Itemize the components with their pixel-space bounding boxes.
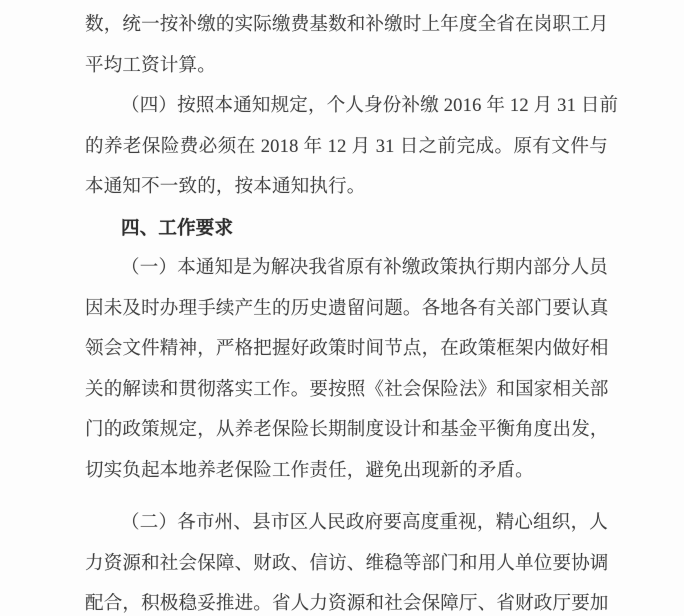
text-line: （一）本通知是为解决我省原有补缴政策执行期内部分人员	[121, 258, 608, 278]
section-heading: 四、工作要求	[121, 216, 234, 238]
text-line: 门的政策规定，从养老保险长期制度设计和基金平衡角度出发，	[85, 420, 609, 440]
text-line: 的养老保险费必须在 2018 年 12 月 31 日之前完成。原有文件与	[85, 136, 608, 157]
text-line: 数，统一按补缴的实际缴费基数和补缴时上年度全省在岗职工月	[85, 15, 609, 35]
document-text-block	[85, 5, 619, 616]
text-line: 力资源和社会保障、财政、信访、维稳等部门和用人单位要协调	[85, 553, 609, 574]
text-line: 本通知不一致的，按本通知执行。	[85, 177, 366, 197]
text-line: （二）各市州、县市区人民政府要高度重视，精心组织，人	[121, 513, 608, 533]
text-line: 因未及时办理手续产生的历史遗留问题。各地各有关部门要认真	[85, 298, 609, 319]
text-line: 关的解读和贯彻落实工作。要按照《社会保险法》和国家相关部	[85, 379, 609, 400]
text-line: （四）按照本通知规定，个人身份补缴 2016 年 12 月 31 日前	[121, 96, 619, 116]
text-line: 配合，积极稳妥推进。省人力资源和社会保障厅、省财政厅要加	[85, 594, 609, 614]
text-line: 切实负起本地养老保险工作责任，避免出现新的矛盾。	[85, 460, 534, 481]
text-line: 平均工资计算。	[85, 55, 216, 76]
text-line: 领会文件精神，严格把握好政策时间节点，在政策框架内做好相	[85, 339, 609, 359]
